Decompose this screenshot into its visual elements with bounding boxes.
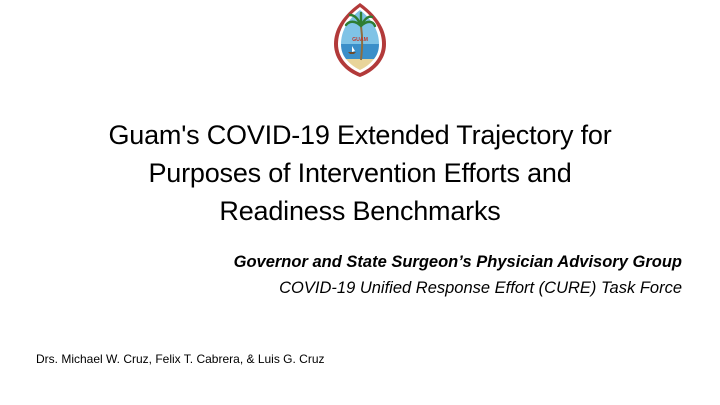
seal-sea	[341, 44, 379, 59]
guam-seal-icon	[332, 2, 388, 78]
subtitle-block	[82, 250, 682, 300]
subtitle-primary: Governor and State Surgeon’s Physician Advisory Group	[233, 253, 682, 271]
slide-title	[30, 116, 690, 230]
guam-seal	[332, 2, 388, 78]
title-line-1: Guam's COVID-19 Extended Trajectory for	[108, 120, 612, 150]
title-line-2: Purposes of Intervention Efforts and	[148, 158, 572, 188]
title-line-3: Readiness Benchmarks	[219, 196, 501, 226]
palm-trunk	[361, 26, 362, 60]
subtitle-secondary: COVID-19 Unified Response Effort (CURE) Task Force	[279, 279, 682, 297]
authors-line: Drs. Michael W. Cruz, Felix T. Cabrera, & Luis G. Cruz	[36, 352, 325, 366]
seal-text: GUAM	[352, 37, 368, 43]
